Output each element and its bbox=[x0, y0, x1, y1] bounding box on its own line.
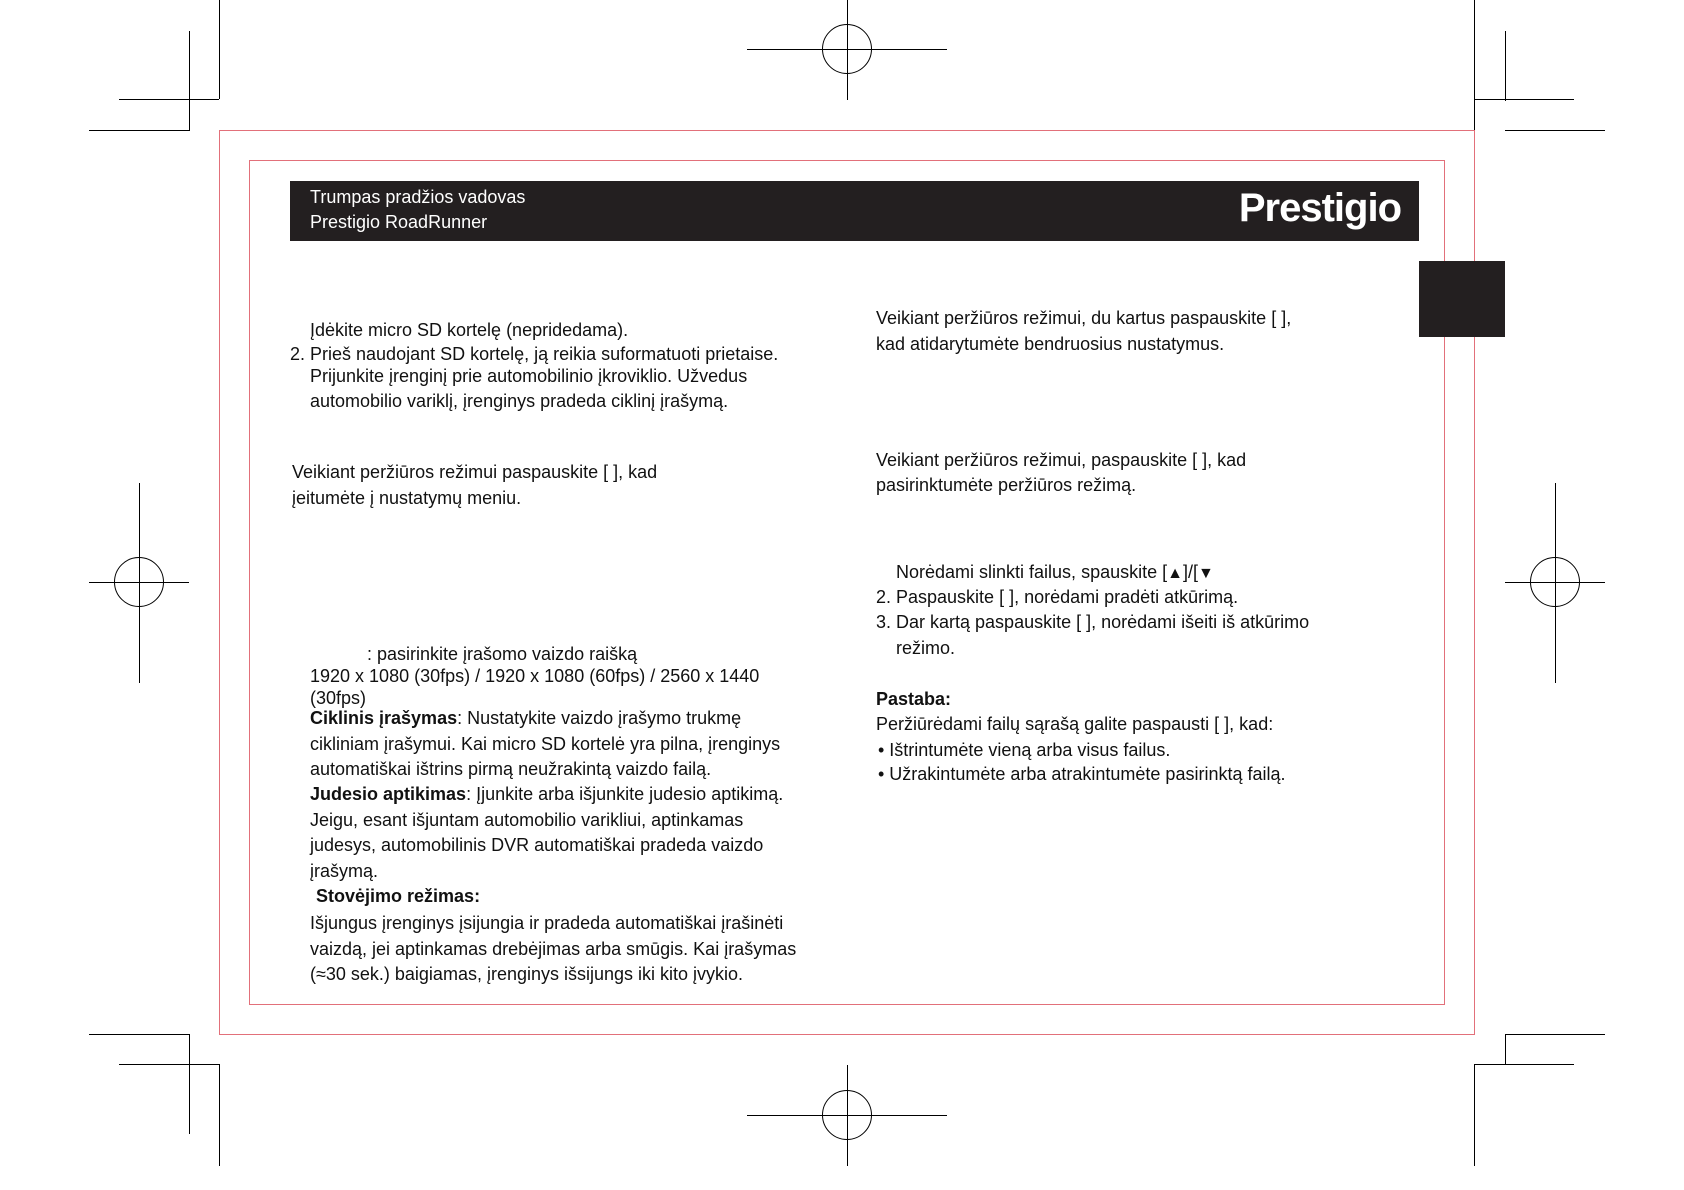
playback-mode-line-1: Veikiant peržiūros režimui, paspauskite [ ], kad bbox=[876, 450, 1247, 470]
motion-line-1 bbox=[310, 782, 783, 807]
crop-mark bbox=[1474, 1064, 1574, 1065]
motion-line-2: Jeigu, esant išjuntam automobilio varikliui, aptinkamas bbox=[310, 810, 744, 830]
playback-step-1 bbox=[896, 560, 1214, 586]
crop-mark bbox=[189, 1034, 190, 1134]
settings-line-1: Veikiant peržiūros režimui paspauskite [ ], kad bbox=[292, 462, 658, 482]
registration-circle bbox=[114, 557, 164, 607]
parking-title bbox=[316, 884, 480, 909]
install-step-3b: automobilio variklį, įrenginys pradeda ciklinį įrašymą. bbox=[310, 391, 729, 411]
loop-line-3: automatiškai ištrins pirmą neužrakintą vaizdo failą. bbox=[310, 759, 712, 779]
down-arrow-icon: ▼ bbox=[1197, 565, 1214, 582]
note-title-text: Pastaba: bbox=[876, 689, 952, 709]
motion-text: : Įjunkite arba išjunkite judesio aptikimą. bbox=[466, 784, 784, 804]
playback-step-1-separator: ]/[ bbox=[1182, 562, 1198, 582]
crop-mark bbox=[119, 99, 219, 100]
loop-text: : Nustatykite vaizdo įrašymo trukmę bbox=[457, 708, 742, 728]
prestigio-logo: Prestigio bbox=[1238, 186, 1401, 230]
playback-step-1-text: Norėdami slinkti failus, spauskite [ bbox=[896, 562, 1168, 582]
note-bullet: • Ištrintumėte vieną arba visus failus. bbox=[878, 740, 1171, 760]
resolution-line-2: 1920 x 1080 (30fps) / 1920 x 1080 (60fps) / 2560 x 1440 bbox=[310, 666, 760, 686]
motion-label: Judesio aptikimas bbox=[310, 784, 467, 804]
crop-mark bbox=[1474, 0, 1475, 131]
crop-mark bbox=[89, 130, 190, 131]
crop-mark bbox=[1505, 1034, 1506, 1065]
crop-mark bbox=[1505, 31, 1506, 101]
install-step-2: 2. Prieš naudojant SD kortelę, ją reikia suformatuoti prietaise. bbox=[290, 344, 779, 364]
install-step-1: Įdėkite micro SD kortelę (nepridedama). bbox=[310, 320, 629, 340]
crop-mark bbox=[219, 1064, 220, 1166]
general-line-2: kad atidarytumėte bendruosius nustatymus. bbox=[876, 334, 1225, 354]
parking-line-1: Išjungus įrenginys įsijungia ir pradeda automatiškai įrašinėti bbox=[310, 913, 784, 933]
crop-mark bbox=[119, 1064, 219, 1065]
parking-label: Stovėjimo režimas: bbox=[316, 886, 481, 906]
crop-mark bbox=[219, 0, 220, 99]
parking-line-2: vaizdą, jei aptinkamas drebėjimas arba smūgis. Kai įrašymas bbox=[310, 939, 797, 959]
playback-mode-line-2: pasirinktumėte peržiūros režimą. bbox=[876, 475, 1137, 495]
playback-step-3a: 3. Dar kartą paspauskite [ ], norėdami išeiti iš atkūrimo bbox=[876, 612, 1310, 632]
general-line-1: Veikiant peržiūros režimui, du kartus paspauskite [ ], bbox=[876, 308, 1292, 328]
install-step-3a: Prijunkite įrenginį prie automobilinio įkroviklio. Užvedus bbox=[310, 366, 748, 386]
resolution-line-1: : pasirinkite įrašomo vaizdo raišką bbox=[367, 644, 638, 664]
loop-line-1 bbox=[310, 706, 741, 731]
crop-mark bbox=[1505, 1034, 1605, 1035]
trim-frame bbox=[249, 160, 1445, 1005]
registration-circle bbox=[822, 24, 872, 74]
registration-circle bbox=[822, 1090, 872, 1140]
parking-line-3: (≈30 sek.) baigiamas, įrenginys išsijungs iki kito įvykio. bbox=[310, 964, 744, 984]
playback-step-3b: režimo. bbox=[896, 638, 956, 658]
registration-circle bbox=[1530, 557, 1580, 607]
note-title bbox=[876, 687, 951, 712]
crop-mark bbox=[189, 31, 190, 130]
motion-line-3: judesys, automobilinis DVR automatiškai pradeda vaizdo bbox=[310, 835, 764, 855]
loop-label: Ciklinis įrašymas bbox=[310, 708, 458, 728]
guide-title: Trumpas pradžios vadovas bbox=[310, 187, 526, 207]
resolution-line-3: (30fps) bbox=[310, 688, 367, 708]
motion-line-4: įrašymą. bbox=[310, 861, 379, 881]
note-line-1: Peržiūrėdami failų sąrašą galite paspausti [ ], kad: bbox=[876, 714, 1274, 734]
settings-line-2: įeitumėte į nustatymų meniu. bbox=[292, 488, 522, 508]
crop-mark bbox=[1474, 1064, 1475, 1166]
product-name: Prestigio RoadRunner bbox=[310, 212, 488, 232]
playback-step-2: 2. Paspauskite [ ], norėdami pradėti atkūrimą. bbox=[876, 587, 1239, 607]
loop-line-2: cikliniam įrašymui. Kai micro SD kortelė yra pilna, įrenginys bbox=[310, 734, 781, 754]
side-tab bbox=[1419, 261, 1505, 337]
crop-mark bbox=[1505, 130, 1605, 131]
crop-mark bbox=[89, 1034, 190, 1035]
note-bullet: • Užrakintumėte arba atrakintumėte pasirinktą failą. bbox=[878, 764, 1286, 784]
crop-mark bbox=[1474, 99, 1574, 100]
up-arrow-icon: ▲ bbox=[1167, 565, 1183, 582]
header-bar bbox=[290, 181, 1419, 241]
